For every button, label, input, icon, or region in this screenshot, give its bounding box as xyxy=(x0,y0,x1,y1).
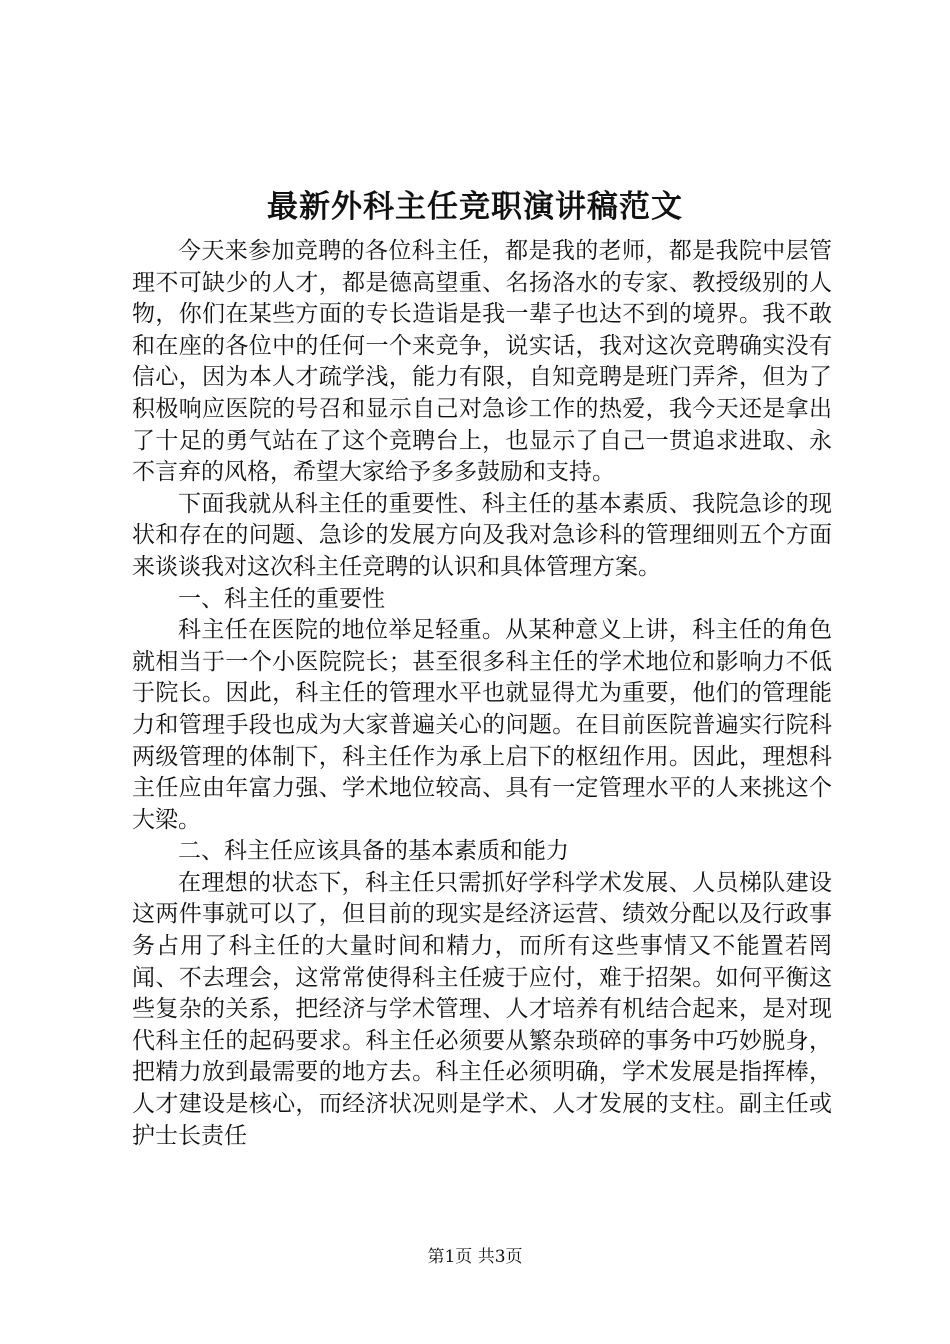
section-heading-2: 二、科主任应该具备的基本素质和能力 xyxy=(178,838,569,865)
body-paragraph-outline: 下面我就从科主任的重要性、科主任的基本素质、我院急诊的现状和存在的问题、急诊的发展方向及我对急诊科的管理细则五个方面来谈谈我对这次科主任竞聘的认识和具体管理方案。 xyxy=(132,490,832,580)
section-heading-1: 一、科主任的重要性 xyxy=(178,585,385,612)
body-paragraph-intro: 今天来参加竞聘的各位科主任，都是我的老师，都是我院中层管理不可缺少的人才，都是德高望重、名扬洛水的专家、教授级别的人物，你们在某些方面的专长造诣是我一辈子也达不到的境界。我不敢和在座的各位中的任何一个来竞争，说实话，我对这次竞聘确实没有信心，因为本人才疏学浅，能力有限，自知竞聘是班门弄斧，但为了积极响应医院的号召和显示自己对急诊工作的热爱，我今天还是拿出了十足的勇气站在了这个竞聘台上，也显示了自己一贯追求进取、永不言弃的风格，希望大家给予多多鼓励和支持。 xyxy=(132,238,832,486)
section-1-paragraph: 科主任在医院的地位举足轻重。从某种意义上讲，科主任的角色就相当于一个小医院院长；甚至很多科主任的学术地位和影响力不低于院长。因此，科主任的管理水平也就显得尤为重要，他们的管理能力和管理手段也成为大家普遍关心的问题。在目前医院普遍实行院科两级管理的体制下，科主任作为承上启下的枢纽作用。因此，理想科主任应由年富力强、学术地位较高、具有一定管理水平的人来挑这个大梁。 xyxy=(132,617,832,833)
document-body xyxy=(132,236,832,1152)
page-footer: 第1页 共3页 xyxy=(427,1247,523,1267)
document-title: 最新外科主任竞职演讲稿范文 xyxy=(267,189,683,225)
section-2-paragraph: 在理想的状态下，科主任只需抓好学科学术发展、人员梯队建设这两件事就可以了，但目前的现实是经济运营、绩效分配以及行政事务占用了科主任的大量时间和精力，而所有这些事情又不能置若罔闻、不去理会，这常常使得科主任疲于应付，难于招架。如何平衡这些复杂的关系，把经济与学术管理、人才培养有机结合起来，是对现代科主任的起码要求。科主任必须要从繁杂琐碎的事务中巧妙脱身，把精力放到最需要的地方去。科主任必须明确，学术发展是指挥棒，人才建设是核心，而经济状况则是学术、人才发展的支柱。副主任或护士长责任 xyxy=(132,869,832,1149)
